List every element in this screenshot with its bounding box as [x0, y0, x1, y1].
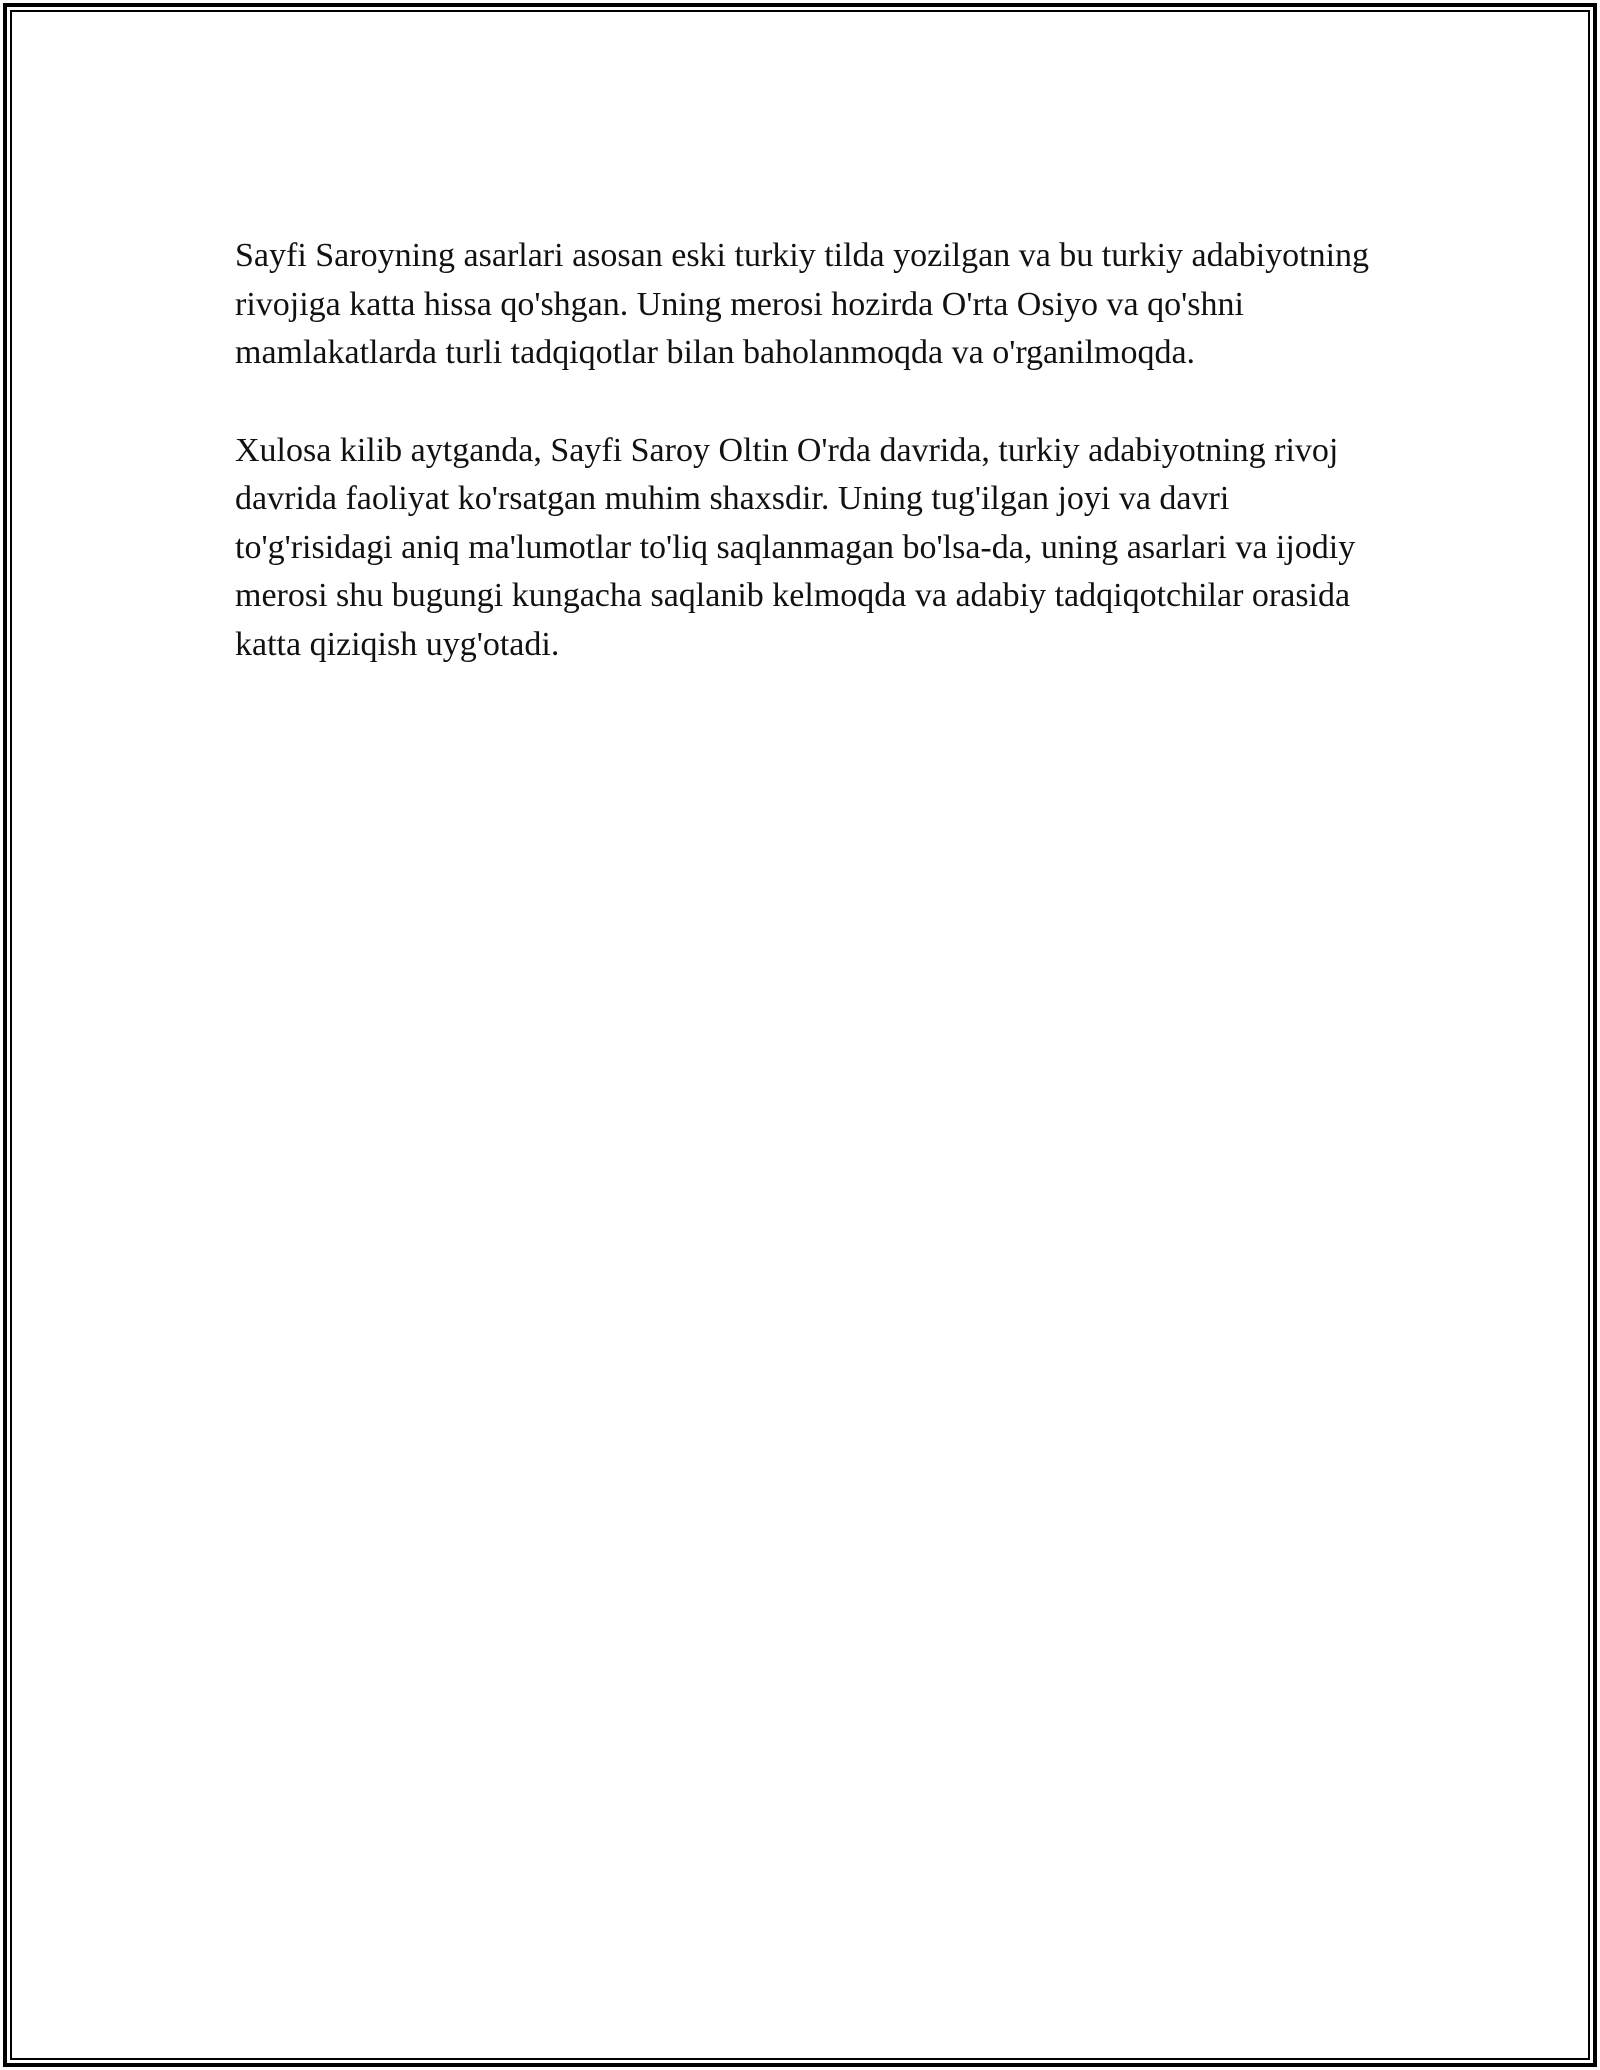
document-body: [235, 232, 1375, 669]
paragraph-1: Sayfi Saroyning asarlari asosan eski turkiy tilda yozilgan va bu turkiy adabiyotning rivojiga katta hissa qo'shgan. Uning merosi hozirda O'rta Osiyo va qo'shni mamlakatlarda turli tadqiqotlar bilan baholanmoqda va o'rganilmoqda.: [235, 237, 1370, 371]
paragraph-2: Xulosa kilib aytganda, Sayfi Saroy Oltin O'rda davrida, turkiy adabiyotning rivoj davrida faoliyat ko'rsatgan muhim shaxsdir. Uning tug'ilgan joyi va davri to'g'risidagi aniq ma'lumotlar to'liq saqlanmagan bo'lsa-da, uning asarlari va ijodiy merosi shu bugungi kungacha saqlanib kelmoqda va adabiy tadqiqotchilar orasida katta qiziqish uyg'otadi.: [235, 431, 1356, 663]
